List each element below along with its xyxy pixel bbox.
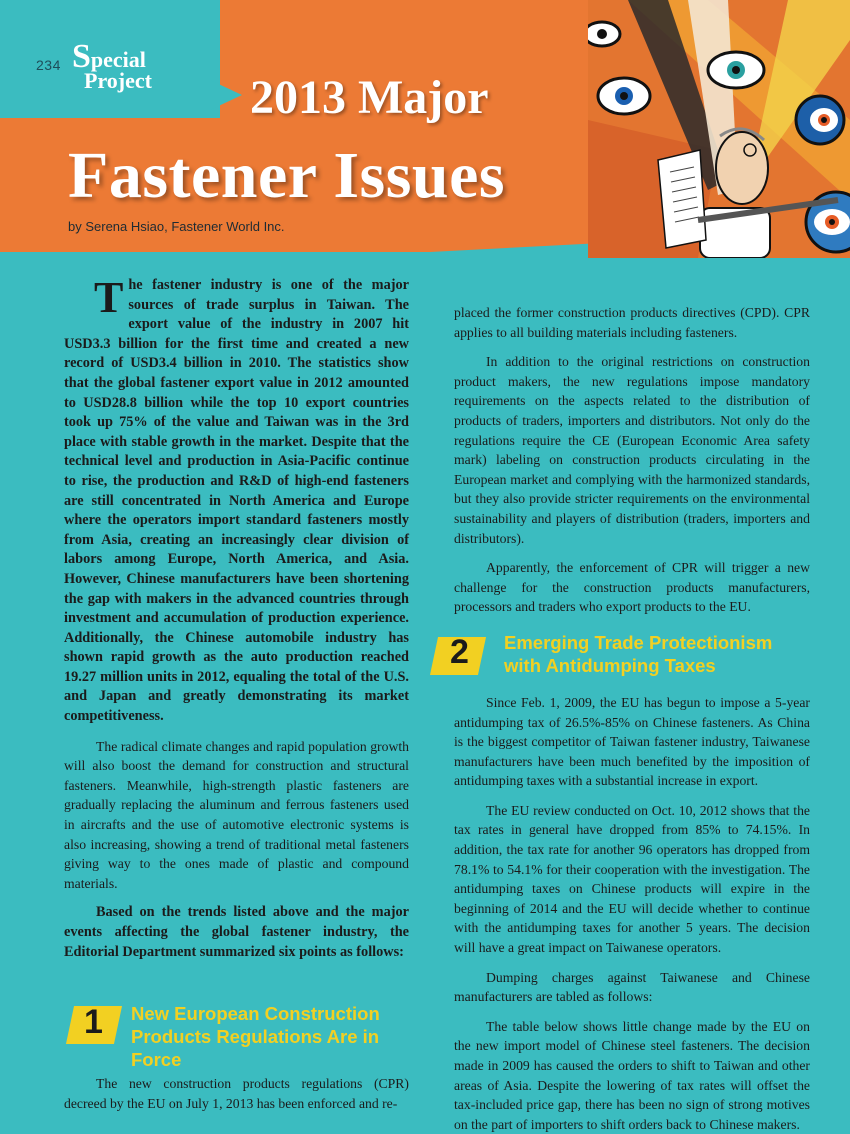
intro-text: he fastener industry is one of the major sources of trade surplus in Taiwan. The export value of the industry in 2007 hit USD3.3 billion for the first time and created a new record of USD3.4 billion in 2010. The statistics show that the global fastener export value in 2012 amounted to USD28.8 billion while the top 10 export countries took up 75% of the value and Taiwan was in the 3rd place with stable growth in the market. Despite that the technical level and production in Asia-Pacific continue to rise, the production and R&D of high-end fasteners are still concentrated in North America and Europe where the operators import standard fasteners mostly from Asia, creating an increasingly clear division of labors among Europe, North America, and Asia. However, Chinese manufacturers have been shortening the gap with makers in the advanced countries through investment and accumulation of production experience. Additionally, the Chinese automobile industry has shown rapid growth as the auto production reached 19.27 million units in 2012, equaling the total of the U.S. and Japan and greatly demonstrating its market competitiveness. [64,277,409,725]
section-1-title-line-3: Force [131,1049,182,1071]
drop-cap: T [94,273,124,322]
tag-arrow [210,80,244,110]
section-2-heading [450,631,810,683]
page-number: 234 [36,57,61,73]
section-label [72,40,152,92]
eye-icon [708,52,764,88]
paragraph-cpr-continued: placed the former construction products directives (CPD). CPR applies to all building materials including fasteners. [454,305,810,340]
section-1-title-line-1: New European Construction [131,1003,380,1025]
section-2-title-line-2: with Antidumping Taxes [504,654,716,676]
eye-icon [796,96,844,144]
section-2-number: 2 [450,632,469,671]
section-1-paragraph: The new construction products regulations (CPR) decreed by the EU on July 1, 2013 has been enforced and re- [64,1076,409,1111]
section-1-title [131,1002,380,1071]
paragraph-challenge: Apparently, the enforcement of CPR will trigger a new challenge for the construction products manufacturers, processors and traders who export products to the EU. [454,560,810,615]
title-line-1: 2013 Major [250,71,489,124]
section-2-title [504,631,772,677]
eye-icon [598,78,650,114]
section-1-number: 1 [84,1003,103,1042]
section-1-title-line-2: Products Regulations Are in [131,1026,380,1048]
section-2-title-line-1: Emerging Trade Protectionism [504,631,773,653]
paragraph-eu-review: The EU review conducted on Oct. 10, 2012 shows that the tax rates in general have dropped from 85% to 74.15%. In addition, the tax rate for another 96 operators has dropped from 78.1% to 54.1% for their cooperation with the investigation. The antidumping taxes on Chinese products will expire in the beginning of 2014 and the EU will decide whether to continue with the antidumping taxes for another 5 years. The decision will have a great impact on Taiwanese operators. [454,802,810,956]
illustration [588,0,850,258]
right-column [450,303,810,1134]
intro-paragraph [64,273,409,727]
paragraph-antidumping: Since Feb. 1, 2009, the EU has begun to impose a 5-year antidumping tax of 26.5%-85% on Chinese fasteners. As China is the biggest competitor of Taiwan fastener industry, Taiwanese manufacturers have been much benefited by the imposition of antidumping taxes with a substantial increase in export. [454,694,810,789]
left-column [64,273,409,1113]
title-line-2: Fastener Issues [68,139,506,212]
eye-icon [588,22,620,46]
paragraph-regulations: In addition to the original restrictions on construction product makers, the new regulations impose mandatory requirements on the aspects related to the distribution of products of traders, importers and distributors. Not only do the regulations require the CE (European Economic Area safety mark) labeling on construction products circulating in the European market and complying with the harmonized standards, but they also provide stricter requirements on the environmental sustainability and players of distribution (traders, importers and distributors). [454,354,810,546]
section-1-heading [64,1002,409,1084]
paragraph-dumping-charges: Dumping charges against Taiwanese and Chinese manufacturers are tabled as follows: [454,969,810,1005]
paragraph-summary: Based on the trends listed above and the major events affecting the global fastener industry, the Editorial Department summarized six points as follows: [64,904,409,960]
special-initial: S [72,38,91,75]
paragraph-table-intro: The table below shows little change made by the EU on the new import model of Chinese steel fasteners. The decision made in 2009 has caused the orders to shift to Taiwan and other areas of Asia. Despite the lowering of tax rates will offset the tax-included price gap, there has been no sign of strong motives on the part of importers to shift orders back to Chinese makers. [454,1018,810,1132]
paragraph-climate: The radical climate changes and rapid population growth will also boost the demand for construction and structural fasteners. Meanwhile, high-strength plastic fasteners are gradually replacing the aluminum and ferrous fasteners used in aircrafts and the use of automotive electronic systems is also increasing, showing a trend of traditional metal fasteners giving way to the ones made of plastic and compound materials. [64,738,409,891]
special-rest: pecial [90,47,146,72]
byline: by Serena Hsiao, Fastener World Inc. [68,219,285,234]
project-label: Project [84,68,152,93]
